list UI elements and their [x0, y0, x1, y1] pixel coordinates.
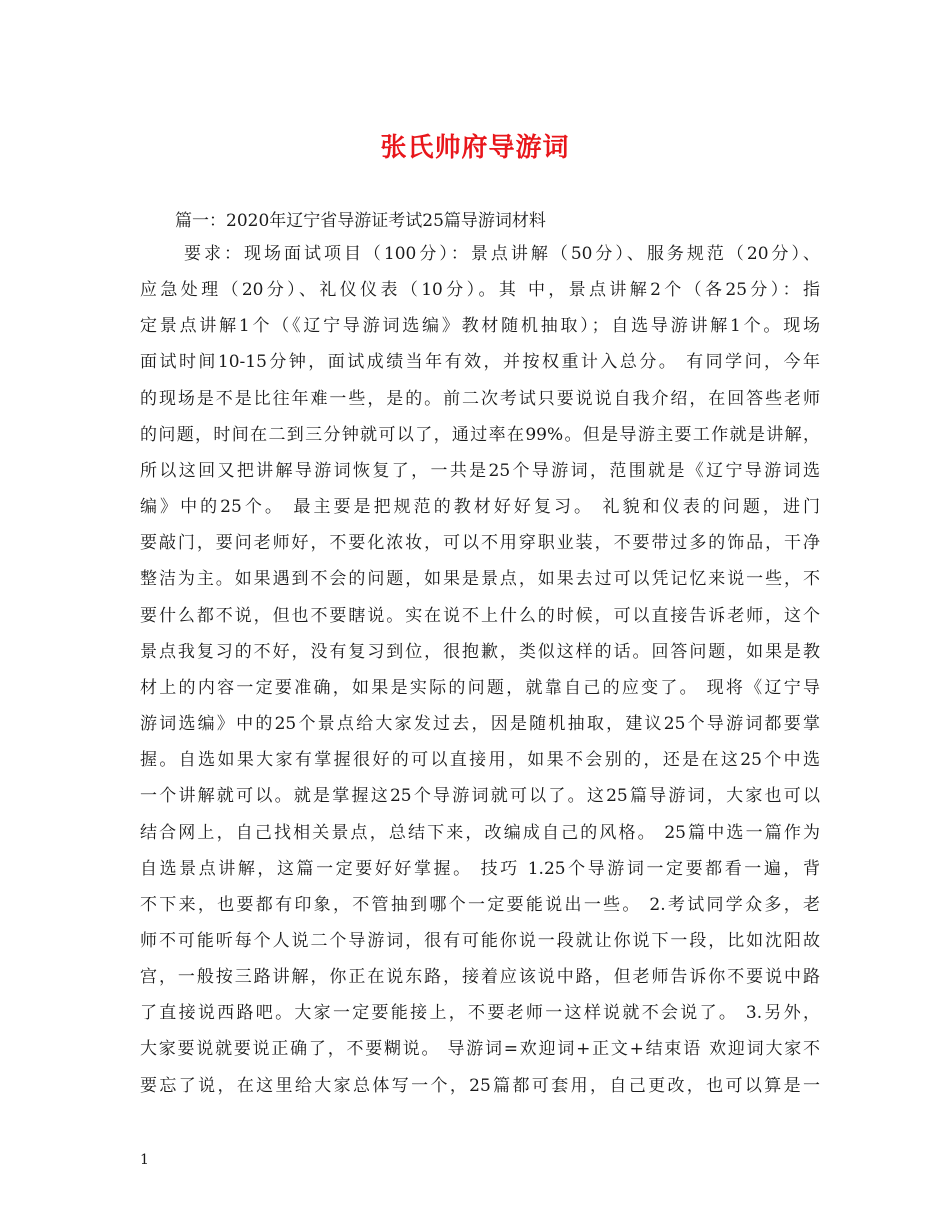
text-line: 要什么都不说，但也不要瞎说。实在说不上什么的时候，可以直接告诉老师，这个: [140, 605, 820, 626]
text-line: 游词选编》中的25个景点给大家发过去，因是随机抽取，建议25个导游词都要掌: [140, 714, 820, 735]
text-line: 握。自选如果大家有掌握很好的可以直接用，如果不会别的，还是在这25个中选: [140, 750, 820, 771]
text-line: 面试时间10-15分钟，面试成绩当年有效，并按权重计入总分。 有同学问，今年: [140, 352, 820, 373]
text-line: 要求：现场面试项目（100分）：景点讲解（50分）、服务规范（20分）、: [184, 244, 820, 264]
text-line: 定景点讲解1个（《辽宁导游词选编》教材随机抽取）；自选导游讲解1个。现场: [140, 316, 820, 337]
text-line: 一个讲解就可以。就是掌握这25个导游词就可以了。这25篇导游词，大家也可以: [140, 786, 820, 807]
text-line: 大家要说就要说正确了，不要糊说。 导游词=欢迎词+正文+结束语 欢迎词大家不: [140, 1039, 820, 1060]
text-line: 结合网上，自己找相关景点，总结下来，改编成自己的风格。 25篇中选一篇作为: [140, 822, 820, 843]
text-line: 应急处理（20分）、礼仪仪表（10分）。其 中，景点讲解2个（各25分）：指: [140, 280, 820, 301]
text-line: 景点我复习的不好，没有复习到位，很抱歉，类似这样的话。回答问题，如果是教: [140, 641, 820, 662]
text-line: 所以这回又把讲解导游词恢复了，一共是25个导游词，范围就是《辽宁导游词选: [140, 460, 820, 481]
text-line: 整洁为主。如果遇到不会的问题，如果是景点，如果去过可以凭记忆来说一些，不: [140, 569, 820, 590]
text-line: 的现场是不是比往年难一些，是的。前二次考试只要说说自我介绍，在回答些老师: [140, 388, 820, 409]
text-line: 编》中的25个。 最主要是把规范的教材好好复习。 礼貌和仪表的问题，进门: [140, 497, 820, 518]
text-line: 不下来，也要都有印象，不管抽到哪个一定要能说出一些。 2.考试同学众多，老: [140, 894, 820, 915]
text-line: 的问题，时间在二到三分钟就可以了，通过率在99%。但是导游主要工作就是讲解，: [140, 424, 820, 445]
text-line: 要忘了说，在这里给大家总体写一个，25篇都可套用，自己更改，也可以算是一: [140, 1075, 820, 1096]
text-line: 自选景点讲解，这篇一定要好好掌握。 技巧 1.25个导游词一定要都看一遍，背: [140, 858, 820, 879]
body-text: [140, 236, 820, 1104]
text-line: 要敲门，要问老师好，不要化浓妆，可以不用穿职业装，不要带过多的饰品，干净: [140, 533, 820, 554]
text-line: 宫，一般按三路讲解，你正在说东路，接着应该说中路，但老师告诉你不要说中路: [140, 967, 820, 988]
article-heading: 篇一：2020年辽宁省导游证考试25篇导游词材料: [175, 211, 546, 231]
page-title: 张氏帅府导游词: [380, 133, 570, 163]
text-line: 材上的内容一定要准确，如果是实际的问题，就靠自己的应变了。 现将《辽宁导: [140, 677, 820, 698]
page-number: 1: [140, 1152, 149, 1168]
text-line: 师不可能听每个人说二个导游词，很有可能你说一段就让你说下一段，比如沈阳故: [140, 930, 820, 951]
text-line: 了直接说西路吧。大家一定要能接上，不要老师一这样说就不会说了。 3.另外，: [140, 1003, 820, 1024]
